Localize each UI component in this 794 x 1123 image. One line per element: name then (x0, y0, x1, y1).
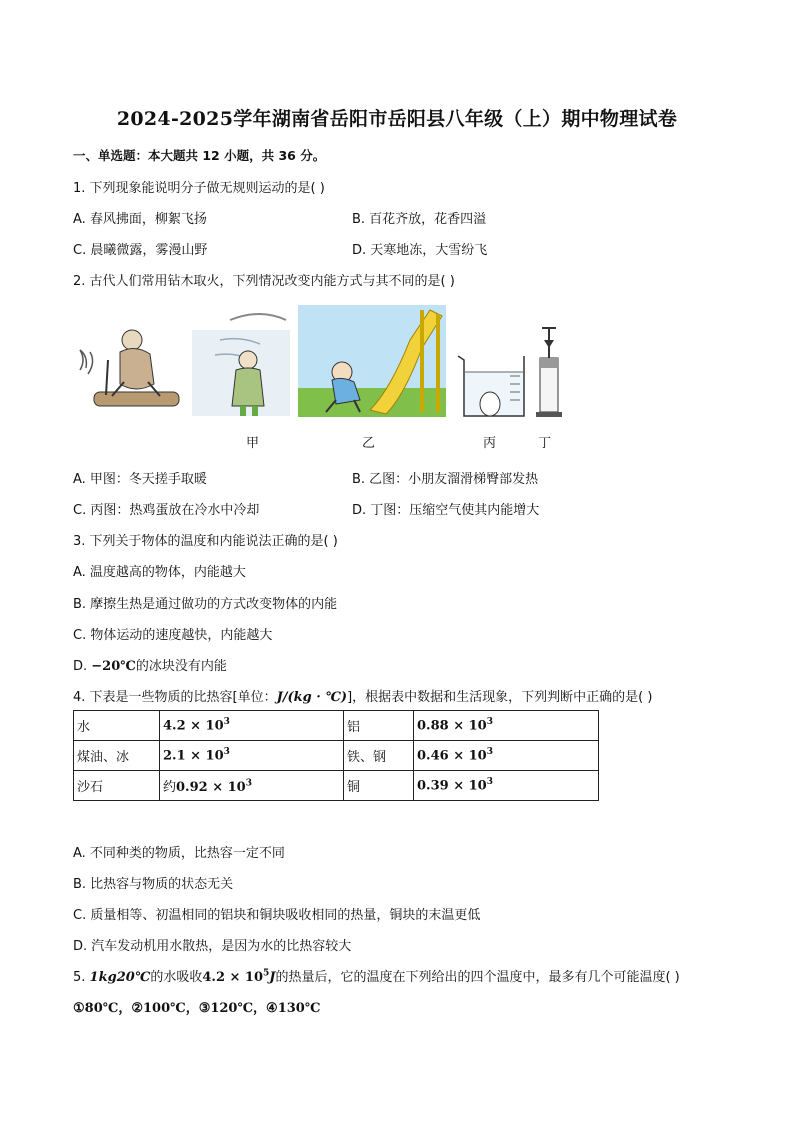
table-cell-substance: 铝 (344, 711, 414, 741)
q2-option-a: A. 甲图：冬天搓手取暖 (73, 472, 207, 487)
figure-label-ding: 丁 (538, 436, 552, 451)
specific-heat-table (73, 710, 599, 801)
q4-unit: J/(kg · ℃) (276, 690, 348, 705)
table-cell-value: 约$0.92 \times 10^3$ (160, 771, 344, 801)
hand-rubbing-illustration (192, 314, 290, 416)
air-compression-illustration (536, 328, 562, 417)
q4-option-b: B. 比热容与物质的状态无关 (73, 877, 234, 892)
figure-label-yi: 乙 (362, 436, 376, 451)
q4-option-c: C. 质量相等、初温相同的铝块和铜块吸收相同的热量，铜块的末温更低 (73, 908, 481, 923)
q2-figure (70, 300, 600, 420)
table-cell-substance: 沙石 (74, 771, 160, 801)
q5-number: 5. (73, 970, 90, 985)
q4-option-a: A. 不同种类的物质，比热容一定不同 (73, 846, 285, 861)
table-cell-substance: 煤油、冰 (74, 741, 160, 771)
q5-text-2: 的热量后，它的温度在下列给出的四个温度中，最多有几个可能温度( ) (275, 970, 680, 985)
q3-option-a: A. 温度越高的物体，内能越大 (73, 565, 246, 580)
q4-option-d: D. 汽车发动机用水散热，是因为水的比热容较大 (73, 939, 352, 954)
q3-option-b: B. 摩擦生热是通过做功的方式改变物体的内能 (73, 597, 338, 612)
table-cell-value: $0.46 \times 10^3$ (414, 741, 599, 771)
q3-temperature: −20℃ (91, 659, 136, 674)
q1-option-c: C. 晨曦微露，雾漫山野 (73, 243, 208, 258)
table-row (74, 741, 599, 771)
q5-mass-temp: 1kg20℃ (89, 970, 151, 985)
q3-option-c: C. 物体运动的速度越快，内能越大 (73, 628, 273, 643)
q1-option-a: A. 春风拂面，柳絮飞扬 (73, 212, 207, 227)
q2-option-b: B. 乙图：小朋友溜滑梯臀部发热 (352, 472, 539, 487)
figure-label-jia: 甲 (246, 436, 260, 451)
q2-option-c: C. 丙图：热鸡蛋放在冷水中冷却 (73, 503, 260, 518)
q5-options: ①80℃，②100℃，③120℃，④130℃ (73, 1001, 321, 1016)
section-heading: 一、单选题：本大题共 12 小题，共 36 分。 (73, 148, 326, 163)
beaker-egg-illustration (458, 356, 524, 416)
q3-option-d-prefix: D. (73, 659, 92, 674)
q2-stem: 2. 古代人们常用钻木取火，下列情况改变内能方式与其不同的是( ) (73, 274, 455, 289)
table-cell-substance: 水 (74, 711, 160, 741)
q1-stem: 1. 下列现象能说明分子做无规则运动的是( ) (73, 181, 325, 196)
q2-option-d: D. 丁图：压缩空气使其内能增大 (352, 503, 540, 518)
q3-option-d-text: 的冰块没有内能 (135, 659, 227, 674)
q4-stem (73, 686, 652, 705)
page-title: 2024-2025学年湖南省岳阳市岳阳县八年级（上）期中物理试卷 (116, 108, 678, 130)
table-cell-substance: 铜 (344, 771, 414, 801)
table-cell-substance: 铁、钢 (344, 741, 414, 771)
figure-label-bing: 丙 (483, 436, 497, 451)
slide-illustration (298, 305, 446, 417)
table-cell-value: $0.88 \times 10^3$ (414, 711, 599, 741)
q5-unit: J (269, 970, 276, 985)
q3-option-d (73, 655, 227, 674)
table-cell-value: $4.2 \times 10^3$ (160, 711, 344, 741)
fire-drill-illustration (80, 330, 179, 406)
q5-stem (73, 966, 680, 985)
q1-option-d: D. 天寒地冻，大雪纷飞 (352, 243, 488, 258)
q5-heat: $4.2 \times 10^5$ (202, 968, 270, 985)
q4-stem-a: 4. 下表是一些物质的比热容[单位： (73, 690, 277, 705)
table-row (74, 771, 599, 801)
q3-stem: 3. 下列关于物体的温度和内能说法正确的是( ) (73, 534, 338, 549)
table-cell-value: $0.39 \times 10^3$ (414, 771, 599, 801)
q1-option-b: B. 百花齐放，花香四溢 (352, 212, 487, 227)
q5-text-1: 的水吸收 (150, 970, 203, 985)
q4-stem-b: ]，根据表中数据和生活现象，下列判断中正确的是( ) (347, 690, 653, 705)
table-cell-value: $2.1 \times 10^3$ (160, 741, 344, 771)
table-row (74, 711, 599, 741)
